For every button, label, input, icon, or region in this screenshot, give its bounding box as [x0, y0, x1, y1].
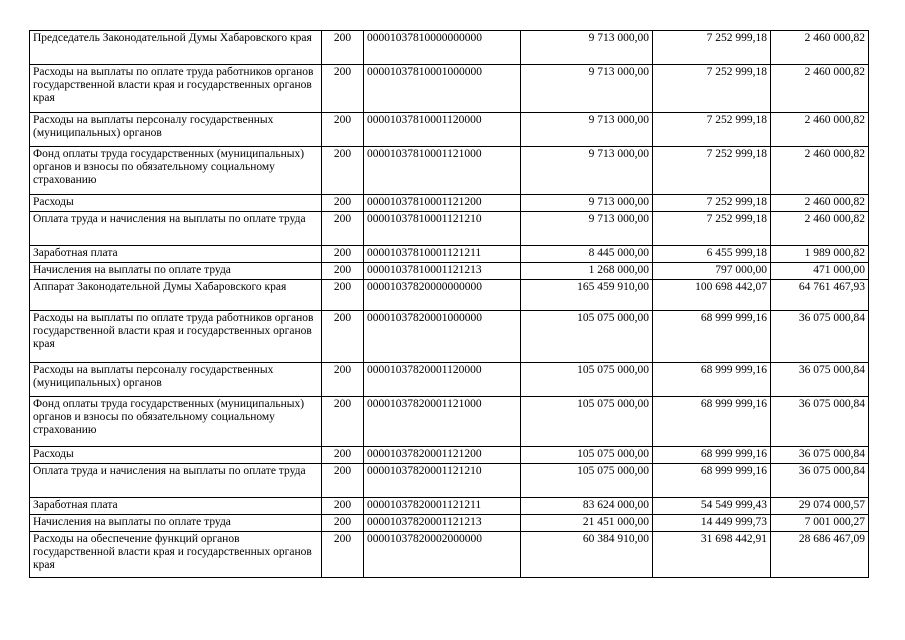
row-executed-amount-cell: 6 455 999,18: [653, 246, 771, 263]
table-row: [30, 464, 869, 498]
table-row: [30, 311, 869, 363]
row-code-cell: 200: [322, 363, 364, 397]
row-approved-amount-cell: 9 713 000,00: [521, 212, 653, 246]
table-row: [30, 515, 869, 532]
row-remaining-amount-cell: 2 460 000,82: [771, 147, 869, 195]
row-approved-amount-cell: 9 713 000,00: [521, 195, 653, 212]
row-remaining-amount-cell: 29 074 000,57: [771, 498, 869, 515]
row-kbk-cell: 00001037810000000000: [364, 31, 521, 65]
row-executed-amount-cell: 54 549 999,43: [653, 498, 771, 515]
row-kbk-cell: 00001037810001121210: [364, 212, 521, 246]
row-approved-amount-cell: 9 713 000,00: [521, 65, 653, 113]
row-remaining-amount-cell: 64 761 467,93: [771, 280, 869, 311]
row-code-cell: 200: [322, 65, 364, 113]
row-executed-amount-cell: 7 252 999,18: [653, 31, 771, 65]
row-code-cell: 200: [322, 515, 364, 532]
row-kbk-cell: 00001037820000000000: [364, 280, 521, 311]
row-approved-amount-cell: 9 713 000,00: [521, 31, 653, 65]
row-name-cell: Расходы: [30, 195, 322, 212]
row-executed-amount-cell: 14 449 999,73: [653, 515, 771, 532]
row-approved-amount-cell: 8 445 000,00: [521, 246, 653, 263]
row-kbk-cell: 00001037820001000000: [364, 311, 521, 363]
table-row: [30, 447, 869, 464]
row-code-cell: 200: [322, 498, 364, 515]
row-name-cell: Заработная плата: [30, 246, 322, 263]
row-remaining-amount-cell: 36 075 000,84: [771, 464, 869, 498]
row-approved-amount-cell: 21 451 000,00: [521, 515, 653, 532]
row-executed-amount-cell: 68 999 999,16: [653, 397, 771, 447]
row-approved-amount-cell: 105 075 000,00: [521, 464, 653, 498]
table-row: [30, 397, 869, 447]
budget-execution-table: [29, 30, 869, 578]
table-row: [30, 498, 869, 515]
row-remaining-amount-cell: 36 075 000,84: [771, 397, 869, 447]
table-row: [30, 280, 869, 311]
row-executed-amount-cell: 68 999 999,16: [653, 447, 771, 464]
row-kbk-cell: 00001037810001121213: [364, 263, 521, 280]
row-executed-amount-cell: 100 698 442,07: [653, 280, 771, 311]
row-executed-amount-cell: 7 252 999,18: [653, 65, 771, 113]
row-kbk-cell: 00001037810001121211: [364, 246, 521, 263]
table-body: [30, 31, 869, 578]
row-approved-amount-cell: 60 384 910,00: [521, 532, 653, 578]
row-approved-amount-cell: 105 075 000,00: [521, 363, 653, 397]
row-executed-amount-cell: 7 252 999,18: [653, 212, 771, 246]
row-kbk-cell: 00001037820001121210: [364, 464, 521, 498]
table-row: [30, 65, 869, 113]
row-remaining-amount-cell: 1 989 000,82: [771, 246, 869, 263]
row-name-cell: Расходы на выплаты персоналу государственных (муниципальных) органов: [30, 113, 322, 147]
row-executed-amount-cell: 7 252 999,18: [653, 147, 771, 195]
row-executed-amount-cell: 68 999 999,16: [653, 464, 771, 498]
row-executed-amount-cell: 31 698 442,91: [653, 532, 771, 578]
row-code-cell: 200: [322, 532, 364, 578]
row-approved-amount-cell: 105 075 000,00: [521, 397, 653, 447]
table-row: [30, 195, 869, 212]
row-remaining-amount-cell: 2 460 000,82: [771, 31, 869, 65]
row-name-cell: Начисления на выплаты по оплате труда: [30, 263, 322, 280]
row-code-cell: 200: [322, 447, 364, 464]
table-row: [30, 263, 869, 280]
row-remaining-amount-cell: 2 460 000,82: [771, 212, 869, 246]
row-remaining-amount-cell: 2 460 000,82: [771, 65, 869, 113]
row-executed-amount-cell: 68 999 999,16: [653, 363, 771, 397]
row-executed-amount-cell: 68 999 999,16: [653, 311, 771, 363]
row-kbk-cell: 00001037820001121000: [364, 397, 521, 447]
row-name-cell: Расходы: [30, 447, 322, 464]
row-name-cell: Начисления на выплаты по оплате труда: [30, 515, 322, 532]
row-approved-amount-cell: 1 268 000,00: [521, 263, 653, 280]
row-code-cell: 200: [322, 397, 364, 447]
row-executed-amount-cell: 7 252 999,18: [653, 113, 771, 147]
table-row: [30, 246, 869, 263]
row-kbk-cell: 00001037820001121213: [364, 515, 521, 532]
row-remaining-amount-cell: 28 686 467,09: [771, 532, 869, 578]
row-name-cell: Оплата труда и начисления на выплаты по оплате труда: [30, 464, 322, 498]
row-executed-amount-cell: 7 252 999,18: [653, 195, 771, 212]
row-kbk-cell: 00001037810001121200: [364, 195, 521, 212]
row-name-cell: Расходы на выплаты персоналу государственных (муниципальных) органов: [30, 363, 322, 397]
row-code-cell: 200: [322, 147, 364, 195]
row-remaining-amount-cell: 2 460 000,82: [771, 195, 869, 212]
row-kbk-cell: 00001037820001121211: [364, 498, 521, 515]
row-remaining-amount-cell: 36 075 000,84: [771, 311, 869, 363]
row-kbk-cell: 00001037810001000000: [364, 65, 521, 113]
row-remaining-amount-cell: 36 075 000,84: [771, 447, 869, 464]
row-approved-amount-cell: 9 713 000,00: [521, 113, 653, 147]
row-remaining-amount-cell: 471 000,00: [771, 263, 869, 280]
row-name-cell: Фонд оплаты труда государственных (муниципальных) органов и взносы по обязательному социальному страхованию: [30, 397, 322, 447]
row-approved-amount-cell: 105 075 000,00: [521, 447, 653, 464]
table-row: [30, 212, 869, 246]
row-name-cell: Заработная плата: [30, 498, 322, 515]
table-row: [30, 363, 869, 397]
row-name-cell: Аппарат Законодательной Думы Хабаровского края: [30, 280, 322, 311]
table-row: [30, 532, 869, 578]
row-code-cell: 200: [322, 212, 364, 246]
row-approved-amount-cell: 105 075 000,00: [521, 311, 653, 363]
row-name-cell: Расходы на обеспечение функций органов государственной власти края и государственных органов края: [30, 532, 322, 578]
row-code-cell: 200: [322, 311, 364, 363]
row-approved-amount-cell: 165 459 910,00: [521, 280, 653, 311]
row-code-cell: 200: [322, 263, 364, 280]
row-remaining-amount-cell: 2 460 000,82: [771, 113, 869, 147]
row-code-cell: 200: [322, 280, 364, 311]
row-approved-amount-cell: 83 624 000,00: [521, 498, 653, 515]
table-row: [30, 113, 869, 147]
row-name-cell: Председатель Законодательной Думы Хабаровского края: [30, 31, 322, 65]
row-name-cell: Расходы на выплаты по оплате труда работников органов государственной власти края и государственных органов края: [30, 311, 322, 363]
row-remaining-amount-cell: 36 075 000,84: [771, 363, 869, 397]
table-row: [30, 31, 869, 65]
row-code-cell: 200: [322, 246, 364, 263]
row-kbk-cell: 00001037810001121000: [364, 147, 521, 195]
row-kbk-cell: 00001037820002000000: [364, 532, 521, 578]
row-code-cell: 200: [322, 31, 364, 65]
row-code-cell: 200: [322, 113, 364, 147]
row-code-cell: 200: [322, 464, 364, 498]
row-kbk-cell: 00001037820001121200: [364, 447, 521, 464]
row-name-cell: Расходы на выплаты по оплате труда работников органов государственной власти края и государственных органов края: [30, 65, 322, 113]
row-kbk-cell: 00001037820001120000: [364, 363, 521, 397]
row-name-cell: Оплата труда и начисления на выплаты по оплате труда: [30, 212, 322, 246]
row-kbk-cell: 00001037810001120000: [364, 113, 521, 147]
row-executed-amount-cell: 797 000,00: [653, 263, 771, 280]
row-code-cell: 200: [322, 195, 364, 212]
row-name-cell: Фонд оплаты труда государственных (муниципальных) органов и взносы по обязательному социальному страхованию: [30, 147, 322, 195]
table-row: [30, 147, 869, 195]
row-approved-amount-cell: 9 713 000,00: [521, 147, 653, 195]
row-remaining-amount-cell: 7 001 000,27: [771, 515, 869, 532]
